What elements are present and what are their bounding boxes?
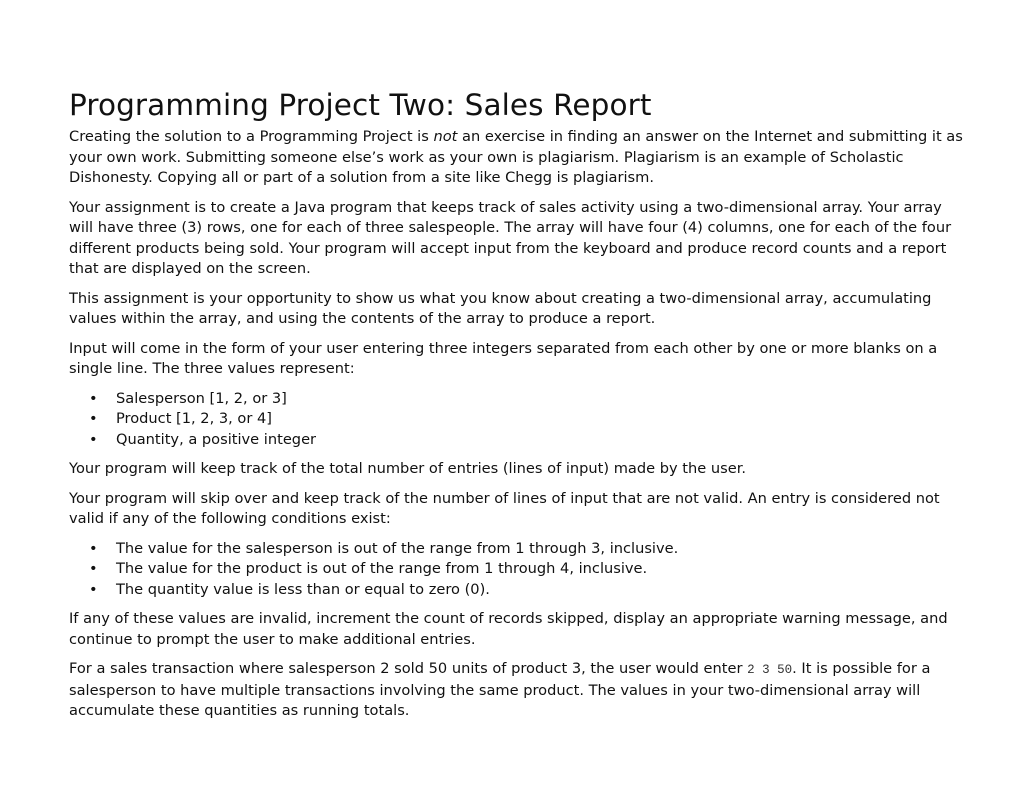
input-values-list	[69, 389, 964, 451]
input-intro-paragraph: Input will come in the form of your user entering three integers separated from each other by one or more blanks on a single line. The three values represent:	[69, 339, 938, 377]
list-item: • Quantity, a positive integer	[69, 430, 964, 451]
track-entries-paragraph: Your program will keep track of the total number of entries (lines of input) made by the user.	[69, 460, 747, 477]
intro-text-end: an exercise in finding an answer on the Internet and submitting it as your own work. Submitting someone else’s work as your own is plagiarism. Plagiarism is an example of Scholastic Dishonesty. Copying all or part of a solution from a site like Chegg is plagiarism.	[69, 128, 963, 186]
page-title: Programming Project Two: Sales Report	[69, 88, 652, 122]
list-item: • Salesperson [1, 2, or 3]	[69, 389, 964, 410]
assignment-paragraph: Your assignment is to create a Java program that keeps track of sales activity using a two-dimensional array. Your array will have three (3) rows, one for each of three salespeople. The array will have four (4) columns, one for each of the four different products being sold. Your program will accept input from the keyboard and produce record counts and a report that are displayed on the screen.	[69, 198, 952, 277]
example-code: 2 3 50	[747, 663, 793, 677]
opportunity-paragraph: This assignment is your opportunity to show us what you know about creating a two-dimensional array, accumulating values within the array, and using the contents of the array to produce a report.	[69, 289, 932, 327]
skip-intro-paragraph: Your program will skip over and keep track of the number of lines of input that are not valid. An entry is considered not valid if any of the following conditions exist:	[69, 489, 940, 527]
list-item: • Product [1, 2, 3, or 4]	[69, 409, 964, 430]
example-paragraph	[69, 659, 964, 722]
list-item: • The value for the salesperson is out of the range from 1 through 3, inclusive.	[69, 539, 964, 560]
document-page	[69, 86, 964, 722]
example-text-end: . It is possible for a salesperson to have multiple transactions involving the same product. The values in your two-dimensional array will accumulate these quantities as running totals.	[69, 660, 931, 719]
invalid-conditions-list	[69, 539, 964, 601]
intro-paragraph	[69, 127, 964, 189]
invalid-action-paragraph: If any of these values are invalid, increment the count of records skipped, display an appropriate warning message, and continue to prompt the user to make additional entries.	[69, 610, 948, 648]
intro-emphasis: not	[433, 128, 458, 145]
intro-text-start: Creating the solution to a Programming Project is	[69, 128, 434, 145]
list-item: • The quantity value is less than or equal to zero (0).	[69, 580, 964, 601]
list-item: • The value for the product is out of the range from 1 through 4, inclusive.	[69, 559, 964, 580]
example-text-start: For a sales transaction where salesperson 2 sold 50 units of product 3, the user would enter	[69, 660, 748, 677]
